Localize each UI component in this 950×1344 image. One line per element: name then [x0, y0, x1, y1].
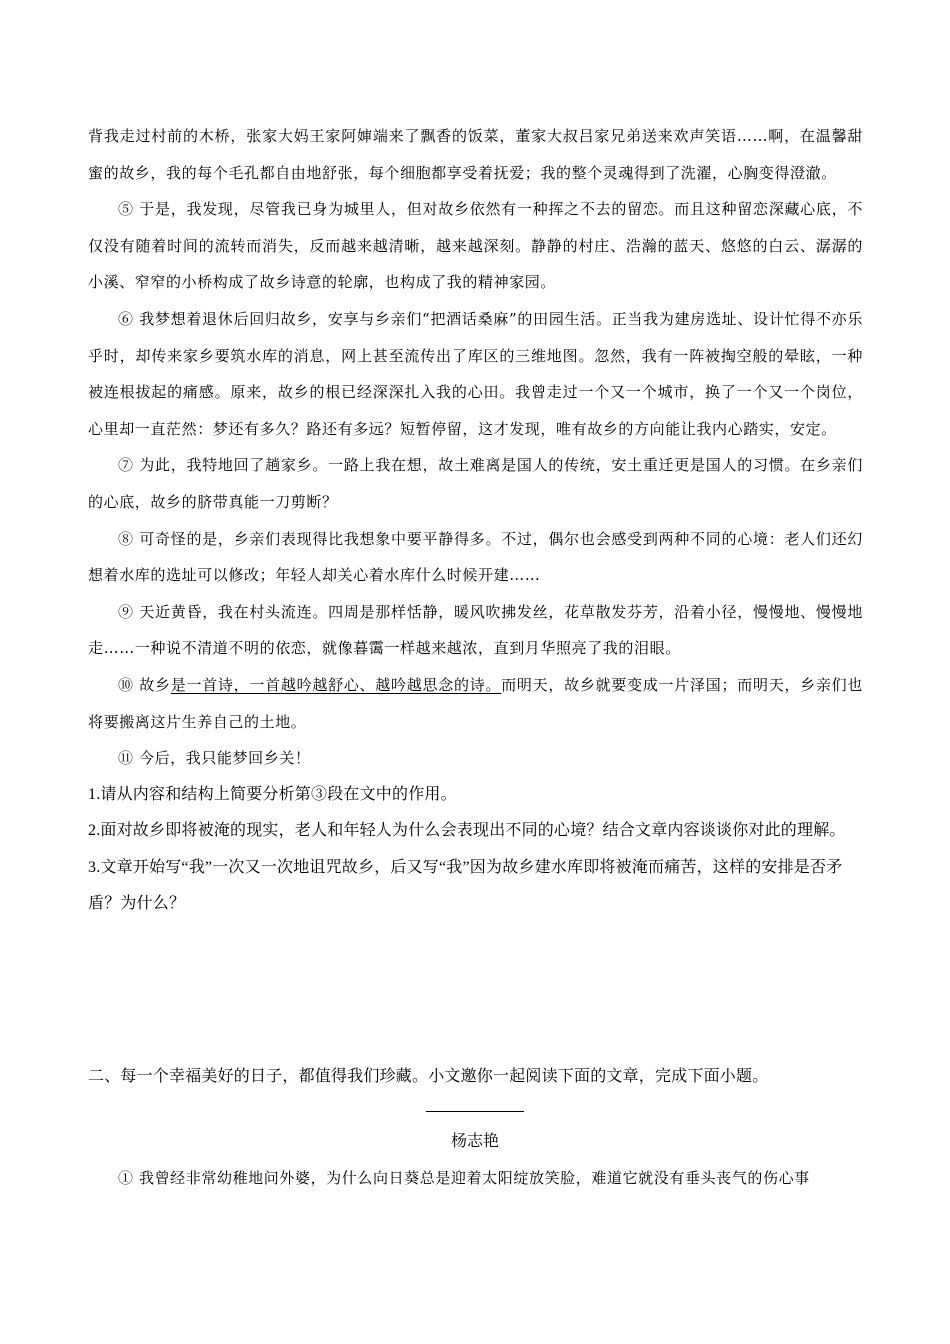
paragraph-7: ⑦ 为此，我特地回了趟家乡。一路上我在想，故土难离是国人的传统，安土重迁更是国人的习惯。在乡亲们的心底，故乡的脐带真能一刀剪断？	[88, 456, 863, 511]
paragraph-10	[88, 667, 863, 740]
question-3: 3.文章开始写“我”一次又一次地诅咒故乡，后又写“我”因为故乡建水库即将被淹而痛苦，这样的安排是否矛盾？为什么？	[88, 858, 843, 913]
paragraph-10-underlined-sentence: 是一首诗，一首越吟越舒心、越吟越思念的诗。	[170, 675, 502, 694]
section-2-paragraph-1: ① 我曾经非常幼稚地问外婆，为什么向日葵总是迎着太阳绽放笑脸，难道它就没有垂头丧气的伤心事	[118, 1169, 810, 1187]
paragraph-continued: 背我走过村前的木桥，张家大妈王家阿婶端来了飘香的饭菜，董家大叔吕家兄弟送来欢声笑语……啊，在温馨甜蜜的故乡，我的每个毛孔都自由地舒张，每个细胞都享受着抚爱；我的整个灵魂得到了洗濯，心胸变得澄澈。	[88, 127, 863, 182]
paragraph-5: ⑤ 于是，我发现，尽管我已身为城里人，但对故乡依然有一种挥之不去的留恋。而且这种留恋深藏心底，不仅没有随着时间的流转而消失，反而越来越清晰，越来越深刻。静静的村庄、浩瀚的蓝天、悠悠的白云、潺潺的小溪、窄窄的小桥构成了故乡诗意的轮廓，也构成了我的精神家园。	[88, 200, 863, 292]
question-2: 2.面对故乡即将被淹的现实，老人和年轻人为什么会表现出不同的心境？结合文章内容谈谈你对此的理解。	[88, 822, 846, 840]
section-2-heading: 二、每一个幸福美好的日子，都值得我们珍藏。小文邀你一起阅读下面的文章，完成下面小题。	[88, 1068, 769, 1085]
question-1: 1.请从内容和结构上简要分析第③段在文中的作用。	[88, 785, 457, 803]
paragraph-6: ⑥ 我梦想着退休后回归故乡，安享与乡亲们“把酒话桑麻”的田园生活。正当我为建房选址、设计忙得不亦乐乎时，却传来家乡要筑水库的消息，网上甚至流传出了库区的三维地图。忽然，我有一阵被掏空般的晕眩，一种被连根拔起的痛感。原来，故乡的根已经深深扎入我的心田。我曾走过一个又一个城市，换了一个又一个岗位，心里却一直茫然：梦还有多久？路还有多远？短暂停留，这才发现，唯有故乡的方向能让我内心踏实，安定。	[88, 309, 863, 438]
paragraph-10-rest: 而明天，故乡就要变成一片泽国；而明天，乡亲们也将要搬离这片生养自己的土地。	[88, 675, 863, 731]
reading-passage	[88, 118, 863, 923]
paragraph-9: ⑨ 天近黄昏，我在村头流连。四周是那样恬静，暖风吹拂发丝，花草散发芬芳，沿着小径，慢慢地、慢慢地走……一种说不清道不明的依恋，就像暮霭一样越来越浓，直到月华照亮了我的泪眼。	[88, 602, 863, 658]
paragraph-8: ⑧ 可奇怪的是，乡亲们表现得比我想象中要平静得多。不过，偶尔也会感受到两种不同的心境：老人们还幻想着水库的选址可以修改；年轻人却关心着水库什么时候开建……	[88, 529, 863, 585]
paragraph-11: ⑪ 今后，我只能梦回乡关！	[118, 749, 311, 768]
title-blank-line	[426, 1111, 524, 1112]
article-author: 杨志艳	[450, 1133, 499, 1150]
paragraph-10-prefix: ⑩ 故乡	[118, 675, 171, 694]
